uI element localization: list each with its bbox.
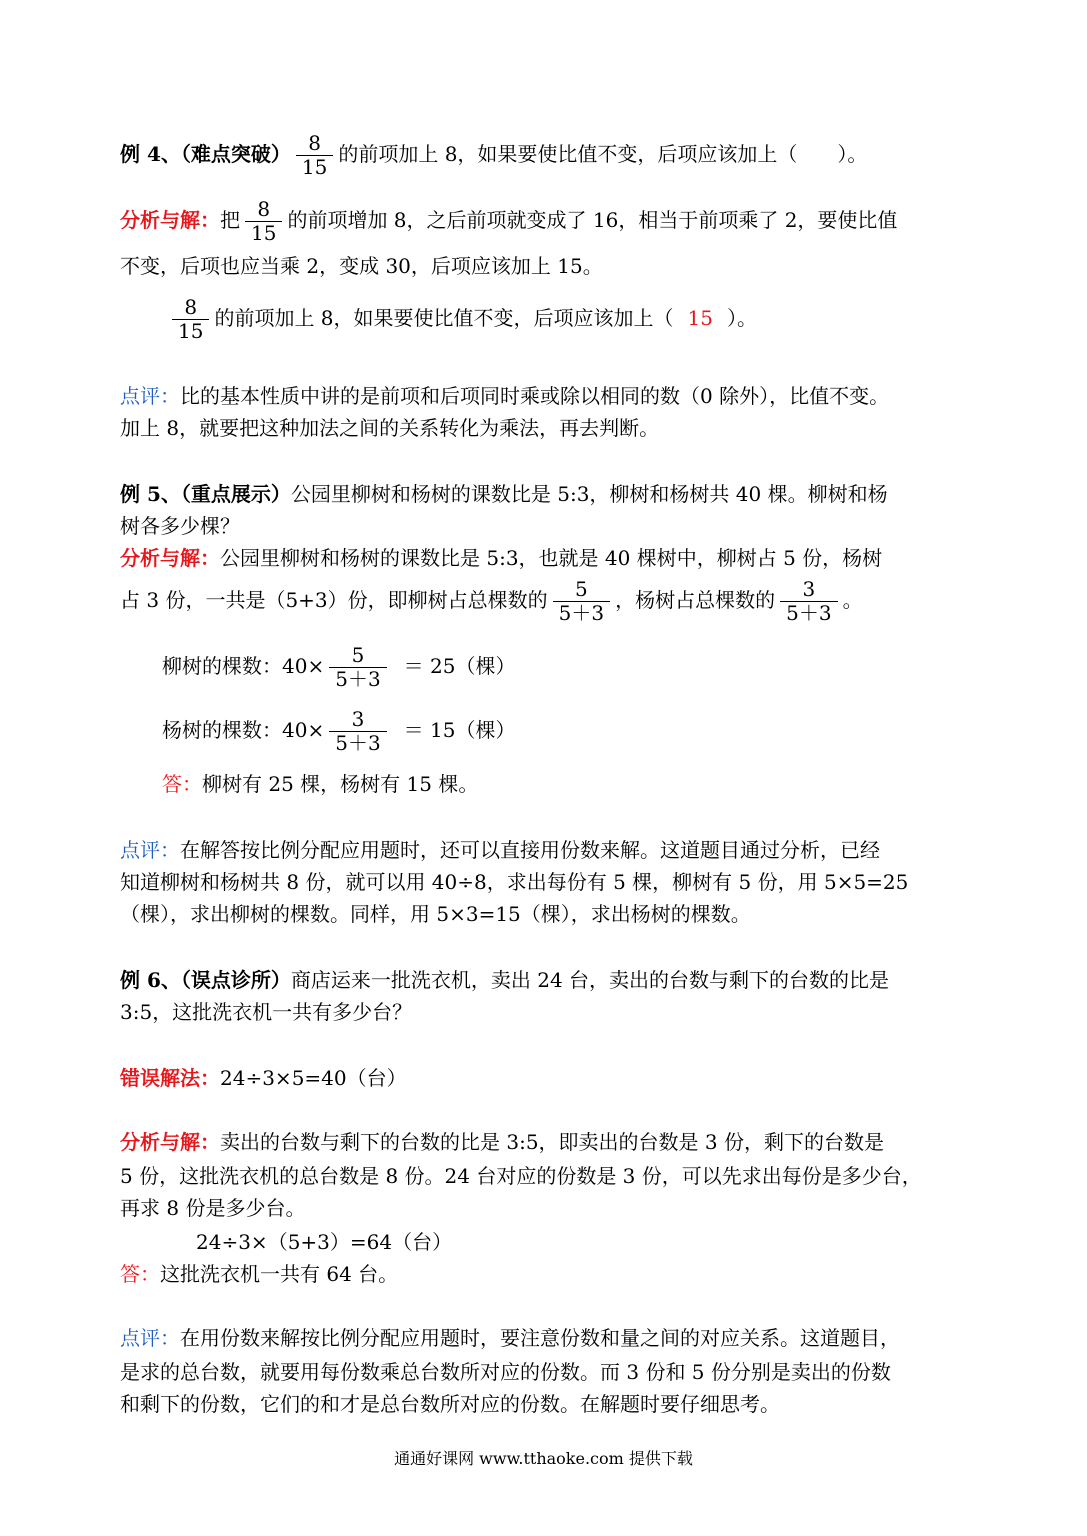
fraction-8-15: $\frac{8}{15}$	[172, 296, 209, 343]
ex5-comment-line2: 知道柳树和杨树共 8 份，就可以用 40÷8，求出每份有 5 棵，柳树有 5 份，用 5×5=25	[120, 870, 909, 894]
ex5-answer-line: 答：柳树有 25 棵，杨树有 15 棵。	[162, 772, 479, 796]
answer-label: 答：	[120, 1262, 160, 1286]
fraction-8-15: $\frac{8}{15}$	[296, 132, 333, 179]
ex6-analysis-line2: 5 份，这批洗衣机的总台数是 8 份。24 台对应的份数是 3 份，可以先求出每份是多少台，	[120, 1164, 922, 1188]
ex6-comment-line1: 点评：在用份数来解按比例分配应用题时，要注意份数和量之间的对应关系。这道题目，	[120, 1326, 900, 1350]
ex4-question-line	[120, 132, 867, 179]
fraction-3-over-8: $\frac{3}{5+3}$	[780, 578, 837, 625]
ex5-question-line1: 例 5、（重点展示）公园里柳树和杨树的课数比是 5:3，柳树和杨树共 40 棵。柳树和杨	[120, 482, 888, 506]
ex4-question-text: 的前项加上 8，如果要使比值不变，后项应该加上（ ）。	[338, 142, 868, 166]
comment-label: 点评：	[120, 838, 180, 862]
comment-label: 点评：	[120, 1326, 180, 1350]
answer-label: 答：	[162, 772, 202, 796]
ex4-analysis-line2: 不变，后项也应当乘 2，变成 30，后项应该加上 15。	[120, 254, 603, 278]
ex4-analysis-line1: 分析与解：把 $\frac{8}{15}$ 的前项增加 8，之后前项就变成了 16，相当于前项乘了 2，要使比值	[120, 197, 898, 245]
ex5-analysis-line2: 占 3 份，一共是（5+3）份，即柳树占总棵数的 $\frac{5}{5+3}$ ，杨树占总棵数的 $\frac{3}{5+3}$ 。	[120, 577, 863, 625]
ex6-wrong-line: 错误解法：24÷3×5=40（台）	[120, 1066, 407, 1090]
fraction-8-15: $\frac{8}{15}$	[245, 198, 282, 245]
ex6-comment-line3: 和剩下的份数，它们的和才是总台数所对应的份数。在解题时要仔细思考。	[120, 1392, 780, 1416]
ex6-analysis-line3: 再求 8 份是多少台。	[120, 1196, 306, 1220]
wrong-label: 错误解法：	[120, 1066, 220, 1090]
ex6-title: 例 6、（误点诊所）	[120, 968, 291, 992]
ex6-answer-line: 答：这批洗衣机一共有 64 台。	[120, 1262, 399, 1286]
ex5-title: 例 5、（重点展示）	[120, 482, 291, 506]
ex6-comment-line2: 是求的总台数，就要用每份数乘总台数所对应的份数。而 3 份和 5 份分别是卖出的份数	[120, 1360, 891, 1384]
ex5-comment-line3: （棵），求出柳树的棵数。同样，用 5×3=15（棵），求出杨树的棵数。	[120, 902, 751, 926]
fraction-5-over-8: $\frac{5}{5+3}$	[329, 644, 386, 691]
analysis-label: 分析与解：	[120, 546, 220, 570]
ex6-question-line1: 例 6、（误点诊所）商店运来一批洗衣机，卖出 24 台，卖出的台数与剩下的台数的比是	[120, 968, 890, 992]
ex5-comment-line1: 点评：在解答按比例分配应用题时，还可以直接用份数来解。这道题目通过分析，已经	[120, 838, 880, 862]
page-footer: 通通好课网 www.tthaoke.com 提供下载	[394, 1449, 693, 1468]
ex5-calc-willow: 柳树的棵数：40× $\frac{5}{5+3}$ ＝ 25（棵）	[162, 643, 516, 691]
ex4-title: 例 4、（难点突破）	[120, 142, 291, 166]
ex4-comment-line1: 点评：比的基本性质中讲的是前项和后项同时乘或除以相同的数（0 除外），比值不变。	[120, 384, 890, 408]
ex6-analysis-line1: 分析与解：卖出的台数与剩下的台数的比是 3:5，即卖出的台数是 3 份，剩下的台数是	[120, 1130, 884, 1154]
ex6-calc: 24÷3×（5+3）=64（台）	[196, 1230, 453, 1254]
comment-label: 点评：	[120, 384, 180, 408]
fraction-3-over-8: $\frac{3}{5+3}$	[329, 708, 386, 755]
answer-value: 15	[687, 306, 713, 330]
analysis-label: 分析与解：	[120, 208, 220, 232]
ex4-answer-line: $\frac{8}{15}$ 的前项加上 8，如果要使比值不变，后项应该加上（ 15 ）。	[172, 296, 757, 343]
analysis-label: 分析与解：	[120, 1130, 220, 1154]
ex5-question-line2: 树各多少棵？	[120, 514, 240, 538]
ex5-calc-poplar: 杨树的棵数：40× $\frac{3}{5+3}$ ＝ 15（棵）	[162, 707, 516, 755]
ex4-comment-line2: 加上 8，就要把这种加法之间的关系转化为乘法，再去判断。	[120, 416, 660, 440]
fraction-5-over-8: $\frac{5}{5+3}$	[553, 578, 610, 625]
ex6-question-line2: 3:5，这批洗衣机一共有多少台？	[120, 1000, 413, 1024]
ex5-analysis-line1: 分析与解：公园里柳树和杨树的课数比是 5:3，也就是 40 棵树中，柳树占 5 份，杨树	[120, 546, 883, 570]
